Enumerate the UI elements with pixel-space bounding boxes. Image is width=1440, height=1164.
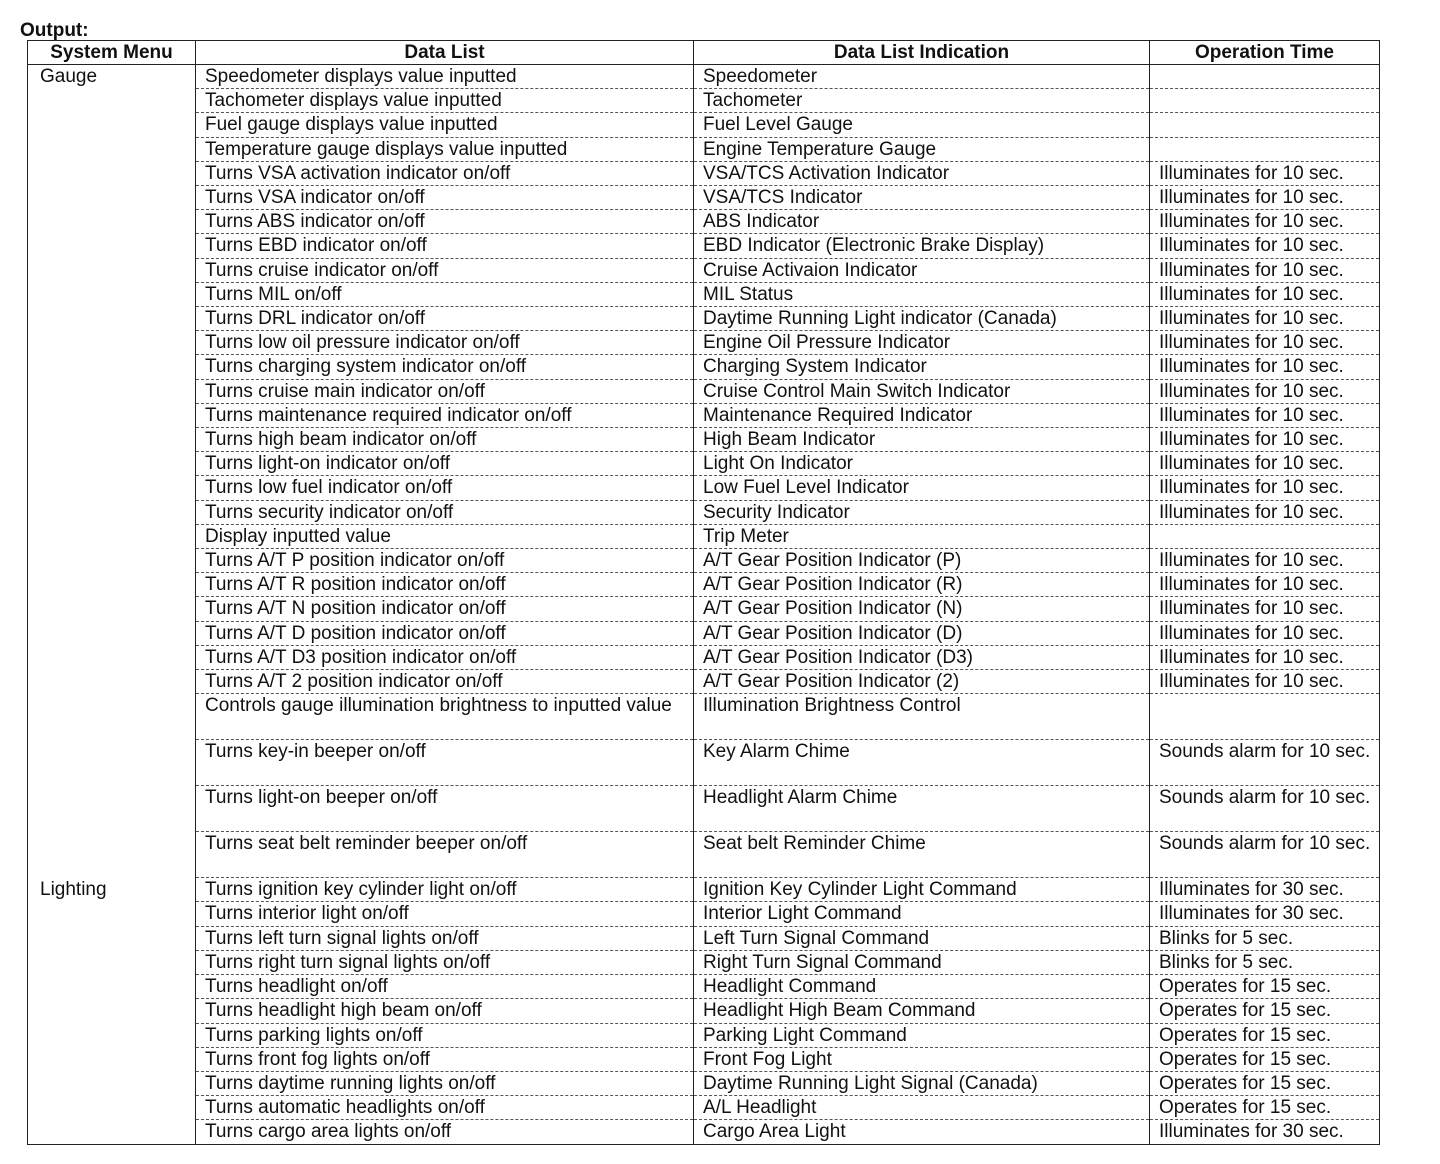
operation-time-cell: Operates for 15 sec. <box>1150 975 1380 999</box>
operation-time-cell: Illuminates for 10 sec. <box>1150 282 1380 306</box>
operation-time-cell <box>1150 65 1380 89</box>
data-list-cell: Turns right turn signal lights on/off <box>196 950 694 974</box>
operation-time-cell: Illuminates for 10 sec. <box>1150 645 1380 669</box>
indication-cell: Tachometer <box>694 89 1150 113</box>
data-list-cell: Turns interior light on/off <box>196 902 694 926</box>
output-table <box>27 40 1380 1145</box>
operation-time-cell: Illuminates for 30 sec. <box>1150 1120 1380 1144</box>
data-list-cell: Turns A/T R position indicator on/off <box>196 573 694 597</box>
table-row <box>28 694 1380 740</box>
table-row <box>28 331 1380 355</box>
indication-cell: Trip Meter <box>694 524 1150 548</box>
indication-cell: Maintenance Required Indicator <box>694 403 1150 427</box>
system-menu-cell: Gauge <box>28 65 196 878</box>
data-list-cell: Turns high beam indicator on/off <box>196 428 694 452</box>
table-row <box>28 403 1380 427</box>
header-data-list: Data List <box>196 41 694 65</box>
data-list-cell: Turns VSA indicator on/off <box>196 186 694 210</box>
caption: Output: <box>20 20 89 41</box>
data-list-cell: Speedometer displays value inputted <box>196 65 694 89</box>
data-list-cell: Fuel gauge displays value inputted <box>196 113 694 137</box>
indication-cell: VSA/TCS Activation Indicator <box>694 161 1150 185</box>
operation-time-cell <box>1150 524 1380 548</box>
data-list-cell: Turns left turn signal lights on/off <box>196 926 694 950</box>
data-list-cell: Turns security indicator on/off <box>196 500 694 524</box>
data-list-cell: Turns cargo area lights on/off <box>196 1120 694 1144</box>
indication-cell: Right Turn Signal Command <box>694 950 1150 974</box>
data-list-cell: Turns EBD indicator on/off <box>196 234 694 258</box>
indication-cell: Charging System Indicator <box>694 355 1150 379</box>
table-row <box>28 210 1380 234</box>
data-list-cell: Turns cruise indicator on/off <box>196 258 694 282</box>
indication-cell: Interior Light Command <box>694 902 1150 926</box>
indication-cell: Headlight Command <box>694 975 1150 999</box>
table-row <box>28 902 1380 926</box>
data-list-cell: Turns light-on beeper on/off <box>196 786 694 832</box>
indication-cell: Speedometer <box>694 65 1150 89</box>
operation-time-cell: Operates for 15 sec. <box>1150 1023 1380 1047</box>
table-row <box>28 161 1380 185</box>
table-row <box>28 137 1380 161</box>
table-row <box>28 428 1380 452</box>
data-list-cell: Turns seat belt reminder beeper on/off <box>196 832 694 878</box>
table-row <box>28 975 1380 999</box>
data-list-cell: Turns key-in beeper on/off <box>196 740 694 786</box>
table-row <box>28 621 1380 645</box>
indication-cell: Headlight Alarm Chime <box>694 786 1150 832</box>
table-row <box>28 878 1380 902</box>
table-row <box>28 549 1380 573</box>
data-list-cell: Turns low oil pressure indicator on/off <box>196 331 694 355</box>
operation-time-cell: Illuminates for 10 sec. <box>1150 379 1380 403</box>
data-list-cell: Turns automatic headlights on/off <box>196 1096 694 1120</box>
operation-time-cell <box>1150 113 1380 137</box>
table-row <box>28 307 1380 331</box>
operation-time-cell <box>1150 89 1380 113</box>
operation-time-cell: Illuminates for 10 sec. <box>1150 258 1380 282</box>
table-row <box>28 1071 1380 1095</box>
operation-time-cell: Illuminates for 10 sec. <box>1150 621 1380 645</box>
table-row <box>28 65 1380 89</box>
table-row <box>28 452 1380 476</box>
indication-cell: Fuel Level Gauge <box>694 113 1150 137</box>
table-row <box>28 524 1380 548</box>
data-list-cell: Turns A/T 2 position indicator on/off <box>196 670 694 694</box>
operation-time-cell: Operates for 15 sec. <box>1150 1047 1380 1071</box>
table-row <box>28 1023 1380 1047</box>
indication-cell: EBD Indicator (Electronic Brake Display) <box>694 234 1150 258</box>
table-body <box>28 65 1380 1145</box>
indication-cell: Low Fuel Level Indicator <box>694 476 1150 500</box>
indication-cell: Parking Light Command <box>694 1023 1150 1047</box>
header-row <box>28 41 1380 65</box>
data-list-cell: Turns front fog lights on/off <box>196 1047 694 1071</box>
indication-cell: A/T Gear Position Indicator (P) <box>694 549 1150 573</box>
table-row <box>28 999 1380 1023</box>
table-row <box>28 832 1380 878</box>
operation-time-cell: Blinks for 5 sec. <box>1150 926 1380 950</box>
header-data-list-indication: Data List Indication <box>694 41 1150 65</box>
operation-time-cell <box>1150 137 1380 161</box>
table-row <box>28 950 1380 974</box>
indication-cell: High Beam Indicator <box>694 428 1150 452</box>
data-list-cell: Turns charging system indicator on/off <box>196 355 694 379</box>
operation-time-cell: Operates for 15 sec. <box>1150 1071 1380 1095</box>
operation-time-cell: Illuminates for 10 sec. <box>1150 670 1380 694</box>
system-menu-cell: Lighting <box>28 878 196 1144</box>
indication-cell: A/L Headlight <box>694 1096 1150 1120</box>
indication-cell: Engine Temperature Gauge <box>694 137 1150 161</box>
operation-time-cell: Sounds alarm for 10 sec. <box>1150 786 1380 832</box>
data-list-cell: Display inputted value <box>196 524 694 548</box>
data-list-cell: Turns parking lights on/off <box>196 1023 694 1047</box>
table-row <box>28 186 1380 210</box>
data-list-cell: Turns maintenance required indicator on/off <box>196 403 694 427</box>
data-list-cell: Turns ignition key cylinder light on/off <box>196 878 694 902</box>
data-list-cell: Turns A/T D position indicator on/off <box>196 621 694 645</box>
indication-cell: MIL Status <box>694 282 1150 306</box>
operation-time-cell: Illuminates for 10 sec. <box>1150 331 1380 355</box>
operation-time-cell: Illuminates for 10 sec. <box>1150 597 1380 621</box>
indication-cell: A/T Gear Position Indicator (2) <box>694 670 1150 694</box>
operation-time-cell: Illuminates for 10 sec. <box>1150 307 1380 331</box>
indication-cell: Daytime Running Light indicator (Canada) <box>694 307 1150 331</box>
indication-cell: Left Turn Signal Command <box>694 926 1150 950</box>
table-row <box>28 740 1380 786</box>
indication-cell: Cruise Control Main Switch Indicator <box>694 379 1150 403</box>
table-row <box>28 597 1380 621</box>
table-row <box>28 89 1380 113</box>
operation-time-cell: Illuminates for 30 sec. <box>1150 902 1380 926</box>
table-row <box>28 1120 1380 1144</box>
data-list-cell: Turns ABS indicator on/off <box>196 210 694 234</box>
operation-time-cell: Blinks for 5 sec. <box>1150 950 1380 974</box>
indication-cell: Daytime Running Light Signal (Canada) <box>694 1071 1150 1095</box>
table-row <box>28 379 1380 403</box>
indication-cell: Front Fog Light <box>694 1047 1150 1071</box>
table-row <box>28 476 1380 500</box>
indication-cell: Light On Indicator <box>694 452 1150 476</box>
operation-time-cell: Illuminates for 10 sec. <box>1150 500 1380 524</box>
indication-cell: Illumination Brightness Control <box>694 694 1150 740</box>
operation-time-cell: Sounds alarm for 10 sec. <box>1150 832 1380 878</box>
operation-time-cell: Illuminates for 10 sec. <box>1150 161 1380 185</box>
table-row <box>28 113 1380 137</box>
table-row <box>28 1047 1380 1071</box>
operation-time-cell: Illuminates for 10 sec. <box>1150 549 1380 573</box>
indication-cell: Cargo Area Light <box>694 1120 1150 1144</box>
data-list-cell: Turns A/T N position indicator on/off <box>196 597 694 621</box>
data-list-cell: Turns daytime running lights on/off <box>196 1071 694 1095</box>
indication-cell: Headlight High Beam Command <box>694 999 1150 1023</box>
table-row <box>28 573 1380 597</box>
indication-cell: A/T Gear Position Indicator (R) <box>694 573 1150 597</box>
header-system-menu: System Menu <box>28 41 196 65</box>
data-list-cell: Turns A/T P position indicator on/off <box>196 549 694 573</box>
indication-cell: Key Alarm Chime <box>694 740 1150 786</box>
operation-time-cell: Illuminates for 10 sec. <box>1150 186 1380 210</box>
table-row <box>28 786 1380 832</box>
data-list-cell: Turns light-on indicator on/off <box>196 452 694 476</box>
data-list-cell: Controls gauge illumination brightness to inputted value <box>196 694 694 740</box>
data-list-cell: Turns MIL on/off <box>196 282 694 306</box>
operation-time-cell <box>1150 694 1380 740</box>
indication-cell: A/T Gear Position Indicator (D3) <box>694 645 1150 669</box>
table-row <box>28 670 1380 694</box>
indication-cell: Security Indicator <box>694 500 1150 524</box>
indication-cell: Ignition Key Cylinder Light Command <box>694 878 1150 902</box>
data-list-cell: Turns DRL indicator on/off <box>196 307 694 331</box>
operation-time-cell: Sounds alarm for 10 sec. <box>1150 740 1380 786</box>
operation-time-cell: Illuminates for 10 sec. <box>1150 355 1380 379</box>
table-row <box>28 500 1380 524</box>
indication-cell: A/T Gear Position Indicator (D) <box>694 621 1150 645</box>
operation-time-cell: Operates for 15 sec. <box>1150 1096 1380 1120</box>
indication-cell: A/T Gear Position Indicator (N) <box>694 597 1150 621</box>
operation-time-cell: Illuminates for 10 sec. <box>1150 573 1380 597</box>
operation-time-cell: Illuminates for 30 sec. <box>1150 878 1380 902</box>
data-list-cell: Turns low fuel indicator on/off <box>196 476 694 500</box>
indication-cell: Seat belt Reminder Chime <box>694 832 1150 878</box>
operation-time-cell: Illuminates for 10 sec. <box>1150 210 1380 234</box>
data-list-cell: Temperature gauge displays value inputted <box>196 137 694 161</box>
operation-time-cell: Operates for 15 sec. <box>1150 999 1380 1023</box>
data-list-cell: Tachometer displays value inputted <box>196 89 694 113</box>
table-row <box>28 355 1380 379</box>
indication-cell: ABS Indicator <box>694 210 1150 234</box>
data-list-cell: Turns A/T D3 position indicator on/off <box>196 645 694 669</box>
indication-cell: Engine Oil Pressure Indicator <box>694 331 1150 355</box>
indication-cell: Cruise Activaion Indicator <box>694 258 1150 282</box>
table-row <box>28 645 1380 669</box>
table-row <box>28 282 1380 306</box>
header-operation-time: Operation Time <box>1150 41 1380 65</box>
data-list-cell: Turns headlight on/off <box>196 975 694 999</box>
indication-cell: VSA/TCS Indicator <box>694 186 1150 210</box>
operation-time-cell: Illuminates for 10 sec. <box>1150 403 1380 427</box>
operation-time-cell: Illuminates for 10 sec. <box>1150 428 1380 452</box>
data-list-cell: Turns VSA activation indicator on/off <box>196 161 694 185</box>
operation-time-cell: Illuminates for 10 sec. <box>1150 452 1380 476</box>
data-list-cell: Turns cruise main indicator on/off <box>196 379 694 403</box>
data-list-cell: Turns headlight high beam on/off <box>196 999 694 1023</box>
table-row <box>28 258 1380 282</box>
table-row <box>28 234 1380 258</box>
operation-time-cell: Illuminates for 10 sec. <box>1150 234 1380 258</box>
table-row <box>28 1096 1380 1120</box>
operation-time-cell: Illuminates for 10 sec. <box>1150 476 1380 500</box>
table-row <box>28 926 1380 950</box>
